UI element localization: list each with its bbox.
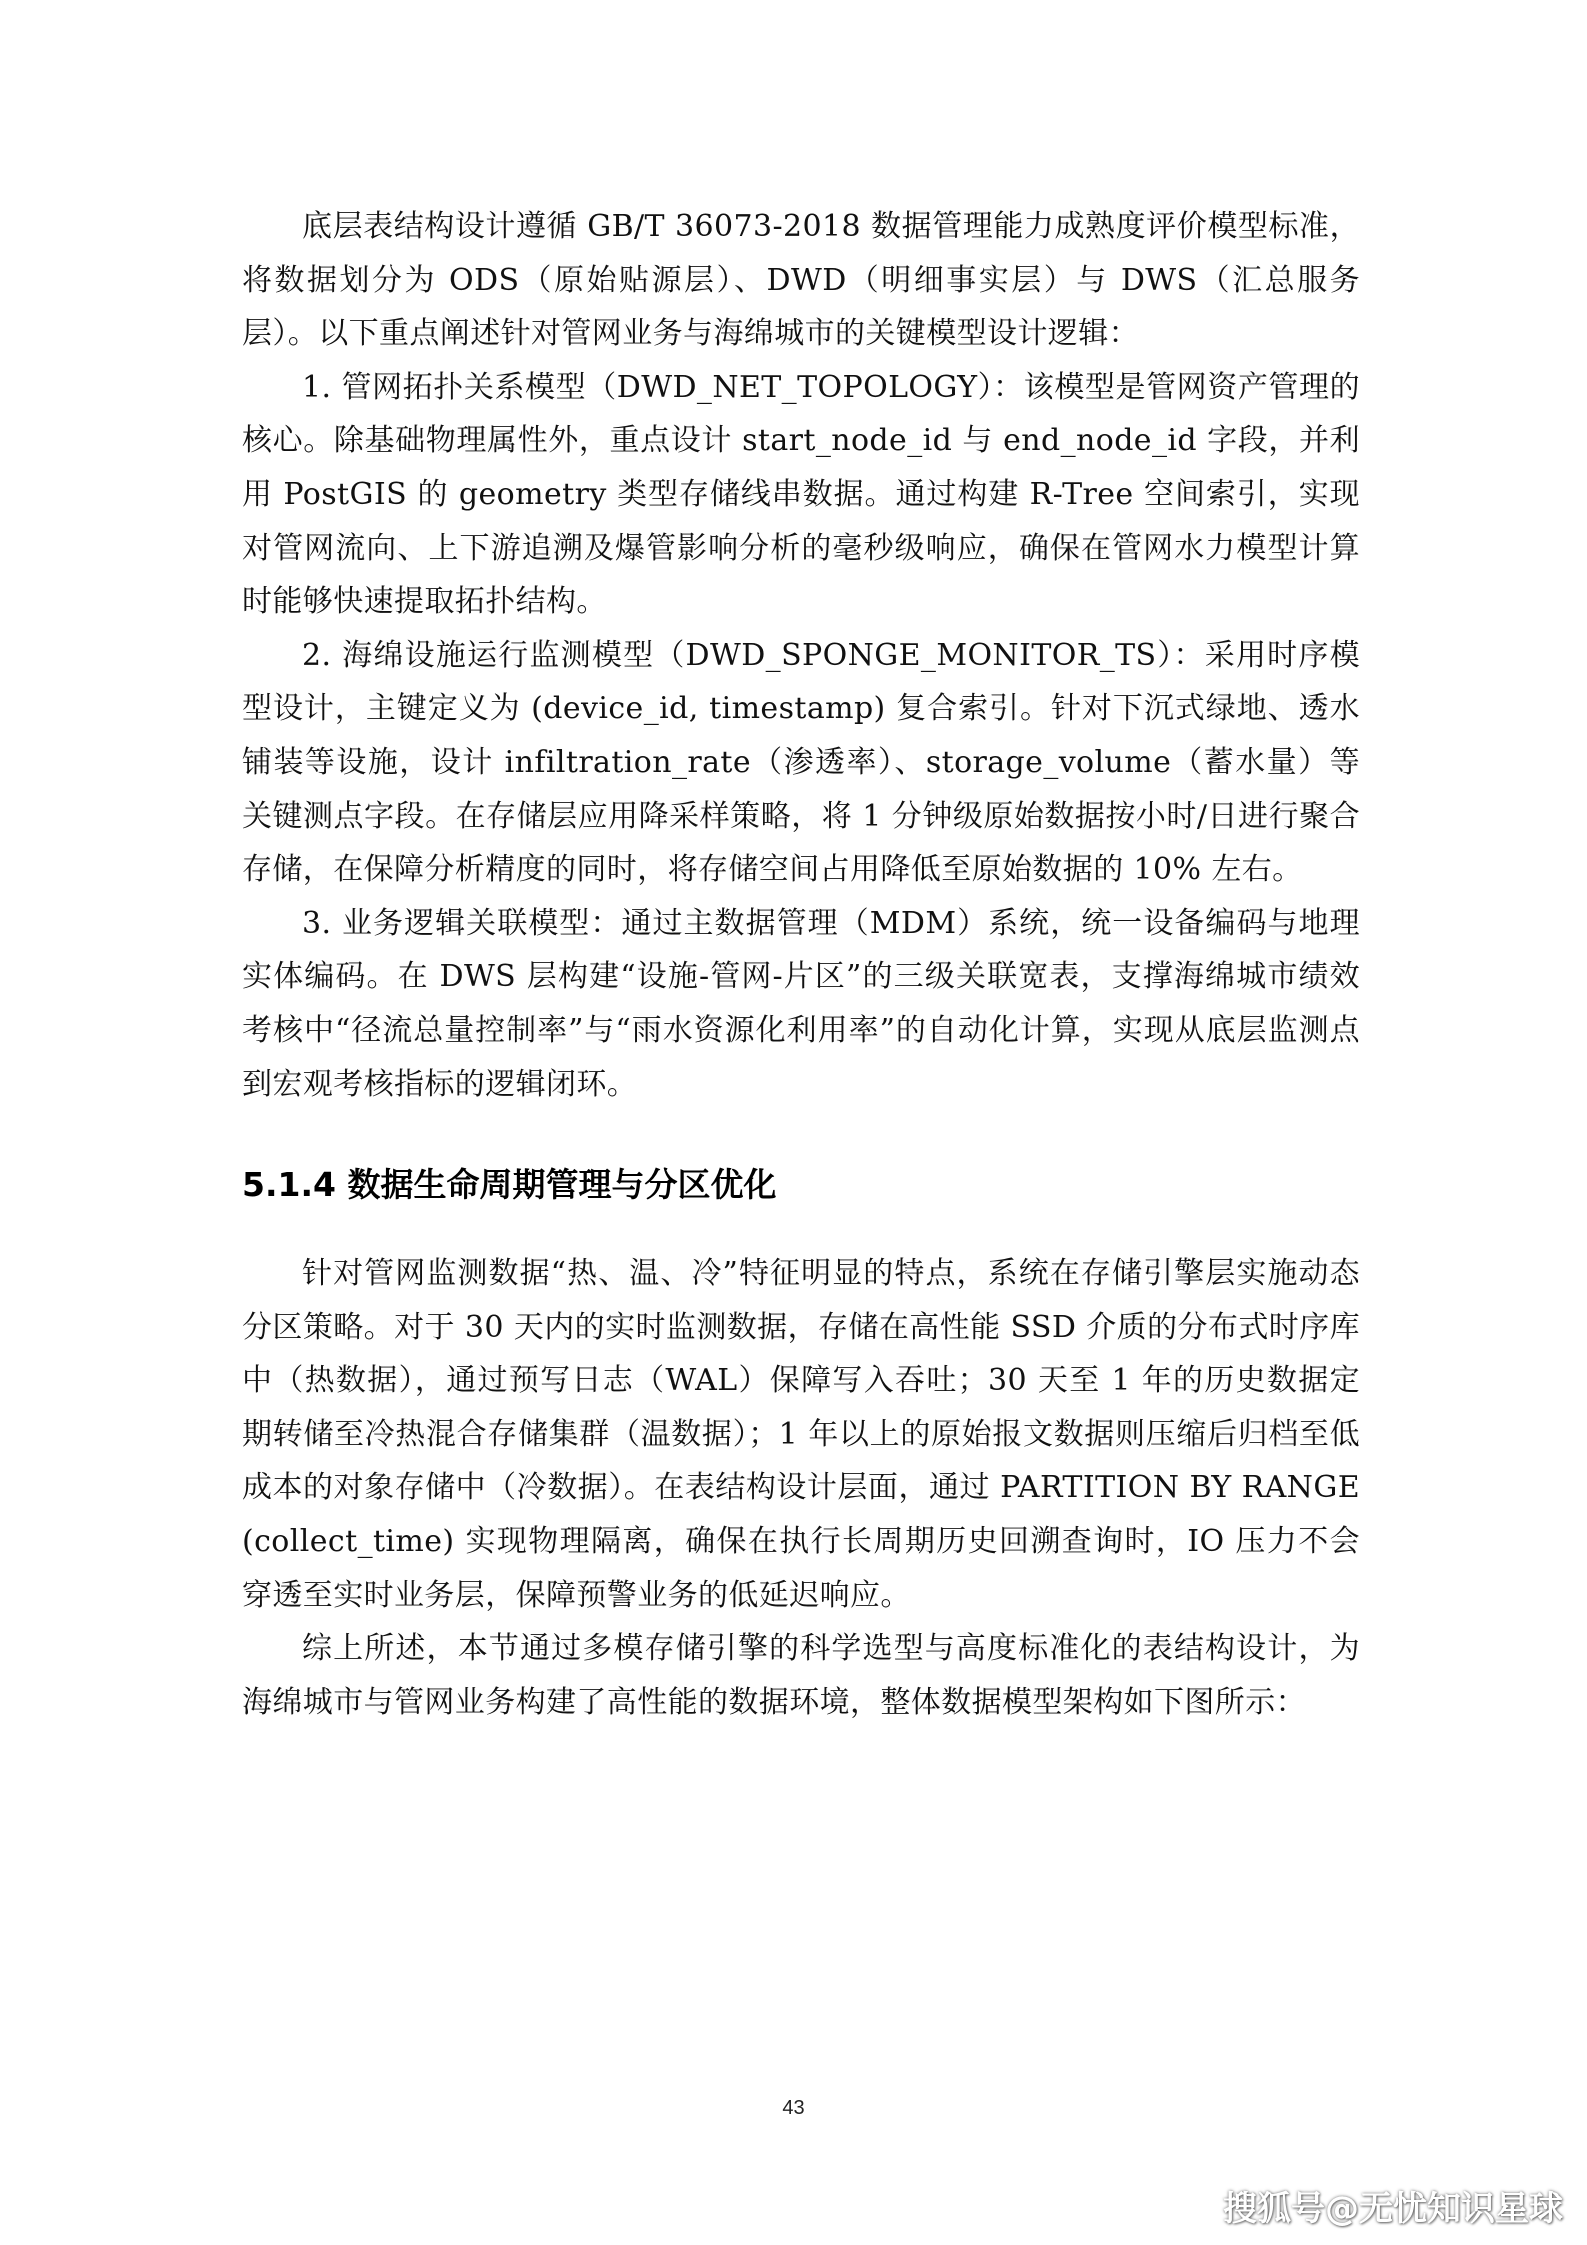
page-body (242, 200, 1360, 1729)
list-item-sponge-monitor-model: 2. 海绵设施运行监测模型（DWD_SPONGE_MONITOR_TS）：采用时序模型设计，主键定义为 (device_id, timestamp) 复合索引。针对下沉式绿地、透水铺装等设施，设计 infiltration_rate（渗透率）、storage_volume（蓄水量）等关键测点字段。在存储层应用降采样策略，将 1 分钟级原始数据按小时/日进行聚合存储，在保障分析精度的同时，将存储空间占用降低至原始数据的 10% 左右。 (242, 637, 1360, 888)
body-paragraph: 底层表结构设计遵循 GB/T 36073-2018 数据管理能力成熟度评价模型标准，将数据划分为 ODS（原始贴源层）、DWD（明细事实层）与 DWS（汇总服务层）。以下重点阐述针对管网业务与海绵城市的关键模型设计逻辑： (242, 209, 1360, 352)
body-paragraph: 综上所述，本节通过多模存储引擎的科学选型与高度标准化的表结构设计，为海绵城市与管网业务构建了高性能的数据环境，整体数据模型架构如下图所示： (242, 1631, 1360, 1720)
list-item-business-logic-model: 3. 业务逻辑关联模型：通过主数据管理（MDM）系统，统一设备编码与地理实体编码。在 DWS 层构建“设施-管网-片区”的三级关联宽表，支撑海绵城市绩效考核中“径流总量控制率”与“雨水资源化利用率”的自动化计算，实现从底层监测点到宏观考核指标的逻辑闭环。 (242, 905, 1360, 1102)
section-heading: 5.1.4 数据生命周期管理与分区优化 (242, 1165, 777, 1205)
list-item-topology-model: 1. 管网拓扑关系模型（DWD_NET_TOPOLOGY）：该模型是管网资产管理的核心。除基础物理属性外，重点设计 start_node_id 与 end_node_id 字段，并利用 PostGIS 的 geometry 类型存储线串数据。通过构建 R-Tree 空间索引，实现对管网流向、上下游追溯及爆管影响分析的毫秒级响应，确保在管网水力模型计算时能够快速提取拓扑结构。 (242, 369, 1360, 620)
watermark-text: 搜狐号@无忧知识星球 (1223, 2189, 1563, 2229)
page-number: 43 (782, 2097, 805, 2119)
body-paragraph: 针对管网监测数据“热、温、冷”特征明显的特点，系统在存储引擎层实施动态分区策略。对于 30 天内的实时监测数据，存储在高性能 SSD 介质的分布式时序库中（热数据），通过预写日志（WAL）保障写入吞吐；30 天至 1 年的历史数据定期转储至冷热混合存储集群（温数据）；1 年以上的原始报文数据则压缩后归档至低成本的对象存储中（冷数据）。在表结构设计层面，通过 PARTITION BY RANGE (collect_time) 实现物理隔离，确保在执行长周期历史回溯查询时，IO 压力不会穿透至实时业务层，保障预警业务的低延迟响应。 (242, 1256, 1360, 1613)
